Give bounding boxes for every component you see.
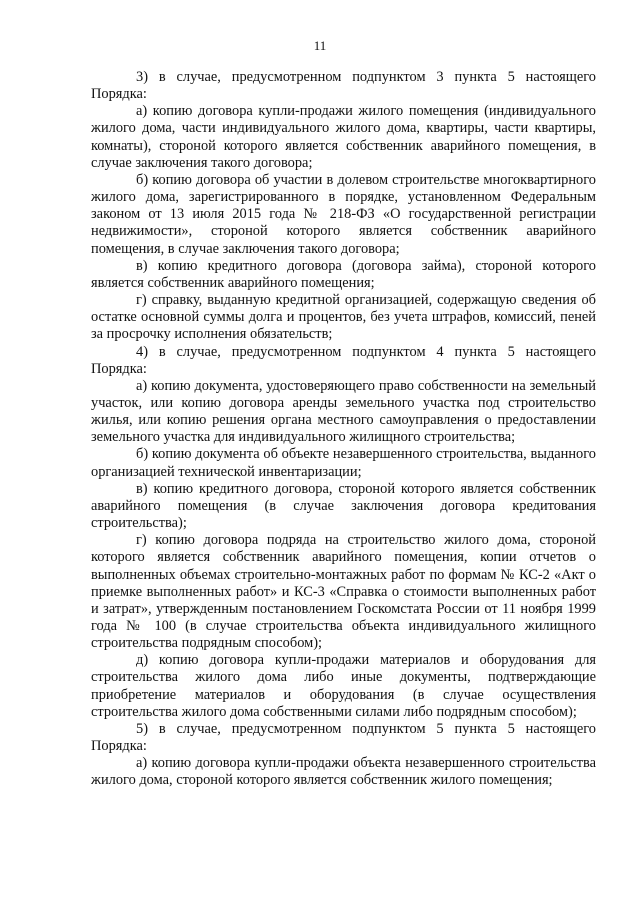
paragraph-item-5a: а) копию договора купли-продажи объекта незавершенного строительства жилого дома, стороной которого является собственник жилого помещения; [91, 755, 596, 789]
paragraph-item-4a: а) копию документа, удостоверяющего право собственности на земельный участок, или копию договора аренды земельного участка под строительство жилья, или копию решения органа местного самоуправления о предоставлении земельного участка для индивидуального жилищного строительства; [91, 377, 596, 446]
paragraph-item-3a: а) копию договора купли-продажи жилого помещения (индивидуального жилого дома, части индивидуального жилого дома, квартиры, части квартиры, комнаты), стороной которого является собственник аварийного помещения, в случае заключения такого договора; [91, 103, 596, 171]
paragraph-item-3: 3) в случае, предусмотренном подпунктом 3 пункта 5 настоящего Порядка: [91, 69, 596, 103]
document-body [91, 69, 596, 790]
paragraph-item-4: 4) в случае, предусмотренном подпунктом 4 пункта 5 настоящего Порядка: [91, 343, 596, 377]
paragraph-item-4d: д) копию договора купли-продажи материалов и оборудования для строительства жилого дома либо иные документы, подтверждающие приобретение материалов и оборудования (в случае осуществления строительства жилого дома собственными силами либо подрядным способом); [91, 652, 596, 720]
paragraph-item-3g: г) справку, выданную кредитной организацией, содержащую сведения об остатке основной суммы долга и процентов, без учета штрафов, комиссий, пеней за просрочку исполнения обязательств; [91, 292, 596, 343]
paragraph-item-4v: в) копию кредитного договора, стороной которого является собственник аварийного помещения (в случае заключения договора кредитования строительства); [91, 480, 596, 532]
paragraph-item-5: 5) в случае, предусмотренном подпунктом 5 пункта 5 настоящего Порядка: [91, 720, 596, 755]
paragraph-item-4b: б) копию документа об объекте незавершенного строительства, выданного организацией технической инвентаризации; [91, 446, 596, 480]
paragraph-item-3b: б) копию договора об участии в долевом строительстве многоквартирного жилого дома, зарегистрированного в порядке, установленном Федеральным законом от 13 июля 2015 года № 218-ФЗ «О государственной регистрации недвижимости», стороной которого является собственник аварийного помещения, в случае заключения такого договора; [91, 171, 596, 257]
paragraph-item-3v: в) копию кредитного договора (договора займа), стороной которого является собственник аварийного помещения; [91, 257, 596, 291]
page-number: 11 [313, 38, 327, 53]
paragraph-item-4g: г) копию договора подряда на строительство жилого дома, стороной которого является собственник аварийного помещения, копии отчетов о выполненных объемах строительно-монтажных работ по формам № КС-2 «Акт о приемке выполненных работ» и КС-3 «Справка о стоимости выполненных работ и затрат», утвержденным постановлением Госкомстата России от 11 ноября 1999 года № 100 (в случае строительства объекта индивидуального жилищного строительства подрядным способом); [91, 532, 596, 652]
